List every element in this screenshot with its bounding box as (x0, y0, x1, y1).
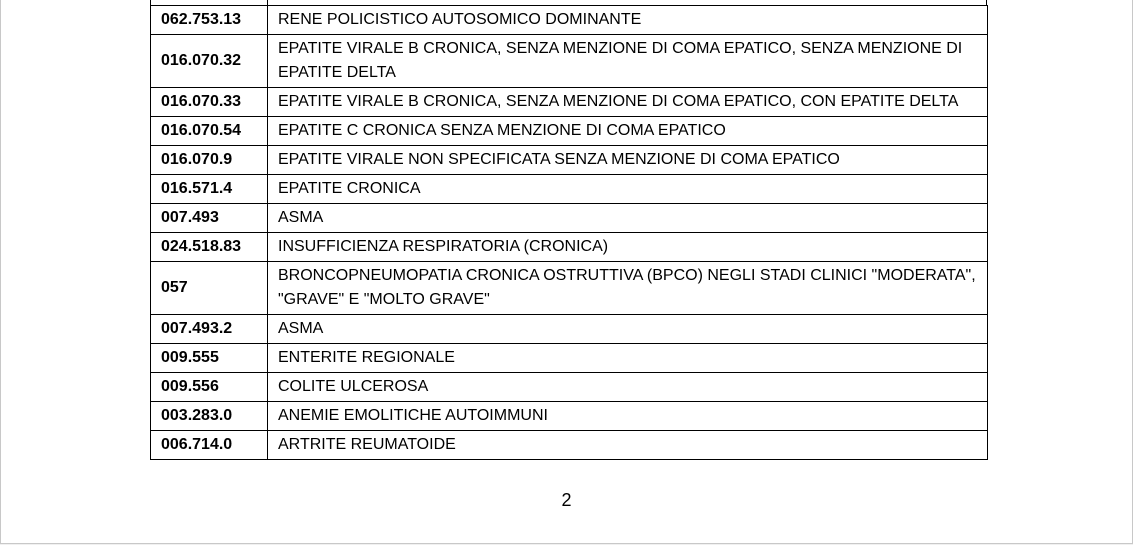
table-row (151, 373, 988, 402)
page-number: 2 (561, 490, 572, 510)
code-cell: 007.493.2 (151, 315, 268, 344)
code-cell: 007.493 (151, 204, 268, 233)
description-cell: ANEMIE EMOLITICHE AUTOIMMUNI (268, 402, 988, 431)
code-cell: 062.753.13 (151, 6, 268, 35)
code-cell: 016.070.54 (151, 117, 268, 146)
description-cell: EPATITE CRONICA (268, 175, 988, 204)
description-cell: ENTERITE REGIONALE (268, 344, 988, 373)
table-row (151, 175, 988, 204)
description-cell: INSUFFICIENZA RESPIRATORIA (CRONICA) (268, 233, 988, 262)
exemption-codes-table (150, 5, 988, 460)
description-cell: EPATITE VIRALE NON SPECIFICATA SENZA MENZIONE DI COMA EPATICO (268, 146, 988, 175)
table-row (151, 315, 988, 344)
description-cell: EPATITE C CRONICA SENZA MENZIONE DI COMA EPATICO (268, 117, 988, 146)
code-cell: 009.555 (151, 344, 268, 373)
table-row (151, 262, 988, 315)
table-row (151, 204, 988, 233)
description-cell: BRONCOPNEUMOPATIA CRONICA OSTRUTTIVA (BPCO) NEGLI STADI CLINICI "MODERATA", "GRAVE" E "MOLTO GRAVE" (268, 262, 988, 315)
code-cell: 009.556 (151, 373, 268, 402)
code-cell: 057 (151, 262, 268, 315)
table-row (151, 35, 988, 88)
code-cell: 024.518.83 (151, 233, 268, 262)
table-row (151, 88, 988, 117)
code-cell: 016.070.9 (151, 146, 268, 175)
description-cell: COLITE ULCEROSA (268, 373, 988, 402)
table-row (151, 402, 988, 431)
description-cell: RENE POLICISTICO AUTOSOMICO DOMINANTE (268, 6, 988, 35)
table-row (151, 344, 988, 373)
table-row (151, 431, 988, 460)
table-row (151, 146, 988, 175)
description-cell: ARTRITE REUMATOIDE (268, 431, 988, 460)
table-row (151, 117, 988, 146)
description-cell: EPATITE VIRALE B CRONICA, SENZA MENZIONE DI COMA EPATICO, SENZA MENZIONE DI EPATITE DELTA (268, 35, 988, 88)
code-cell: 016.571.4 (151, 175, 268, 204)
table-row (151, 233, 988, 262)
description-cell: EPATITE VIRALE B CRONICA, SENZA MENZIONE DI COMA EPATICO, CON EPATITE DELTA (268, 88, 988, 117)
table-row (151, 6, 988, 35)
code-cell: 003.283.0 (151, 402, 268, 431)
code-cell: 016.070.32 (151, 35, 268, 88)
code-cell: 006.714.0 (151, 431, 268, 460)
description-cell: ASMA (268, 315, 988, 344)
code-cell: 016.070.33 (151, 88, 268, 117)
description-cell: ASMA (268, 204, 988, 233)
